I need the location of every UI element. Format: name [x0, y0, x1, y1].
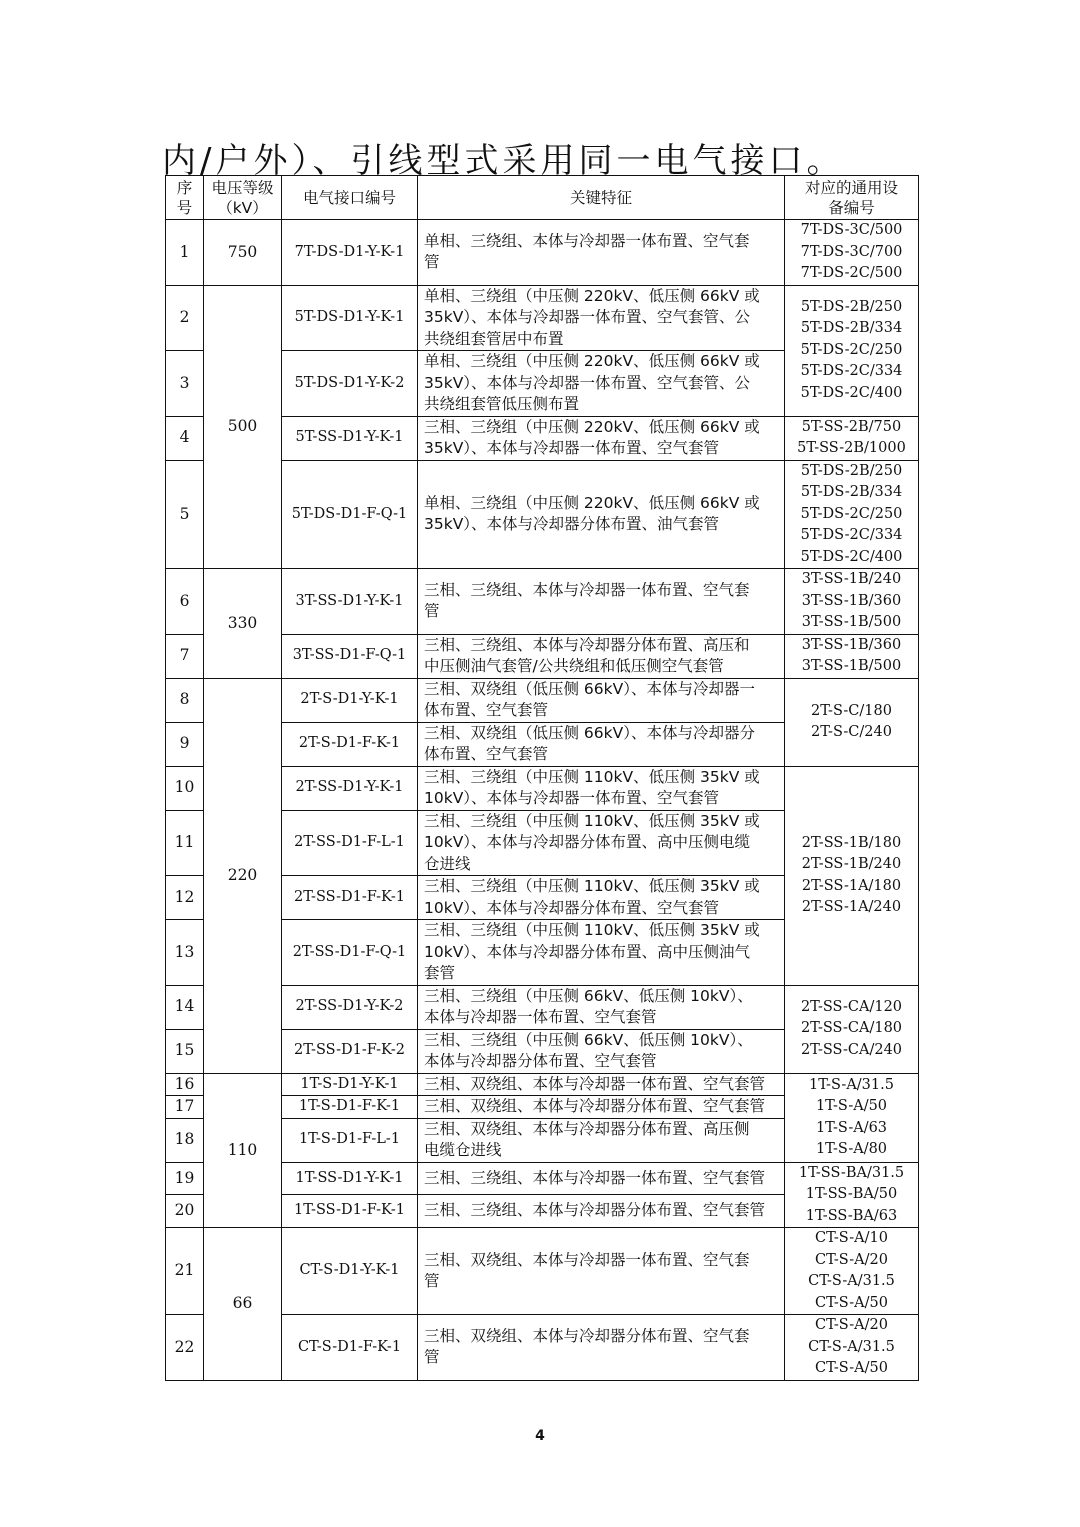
feature-line: 电缆仓进线 — [424, 1141, 502, 1159]
seq-cell: 15 — [166, 1029, 204, 1073]
header-device-line: 对应的通用设 — [804, 178, 898, 197]
header-seq — [166, 176, 204, 220]
feature-line: 管 — [424, 602, 440, 621]
seq-cell: 3 — [166, 351, 204, 417]
feature-cell — [418, 285, 785, 351]
device-code-line: CT-S-A/50 — [815, 1360, 888, 1376]
seq-cell: 19 — [166, 1162, 204, 1195]
device-code-line: 5T-DS-2C/334 — [800, 363, 903, 380]
feature-line: 三相、三绕组、本体与冷却器一体布置、空气套管 — [424, 1168, 766, 1187]
device-code-line: 2T-SS-CA/180 — [800, 1020, 903, 1037]
seq-cell: 11 — [166, 810, 204, 876]
table-row — [166, 678, 919, 722]
seq-cell: 17 — [166, 1096, 204, 1119]
feature-line: 本体与冷却器分体布置、空气套管 — [424, 1052, 657, 1070]
feature-line: 三相、双绕组、本体与冷却器分体布置、空气套 — [424, 1326, 750, 1345]
feature-line: 体布置、空气套管 — [424, 745, 549, 763]
feature-cell — [418, 876, 785, 920]
interface-code-cell: 5T-DS-D1-Y-K-1 — [282, 285, 418, 351]
device-code-cell — [785, 416, 919, 460]
device-code-line: 1T-S-A/50 — [815, 1098, 888, 1114]
feature-cell — [418, 1315, 785, 1381]
seq-cell: 4 — [166, 416, 204, 460]
feature-line: 三相、双绕组、本体与冷却器分体布置、空气套管 — [424, 1097, 766, 1115]
feature-cell — [418, 351, 785, 417]
table-row — [166, 569, 919, 635]
feature-cell — [418, 460, 785, 569]
interface-code-cell: 2T-SS-D1-F-Q-1 — [282, 920, 418, 986]
seq-cell: 13 — [166, 920, 204, 986]
device-code-cell — [785, 985, 919, 1073]
interface-code-cell: 5T-DS-D1-F-Q-1 — [282, 460, 418, 569]
seq-cell: 7 — [166, 634, 204, 678]
device-code-line: 2T-SS-1B/240 — [801, 856, 902, 872]
feature-line: 三相、双绕组（低压侧 66kV）、本体与冷却器分 — [424, 723, 755, 742]
feature-line: 本体与冷却器一体布置、空气套管 — [424, 1008, 657, 1026]
device-code-line: CT-S-A/31.5 — [808, 1338, 895, 1355]
seq-cell: 2 — [166, 285, 204, 351]
feature-cell — [418, 416, 785, 460]
feature-line: 三相、双绕组、本体与冷却器一体布置、空气套 — [424, 1250, 750, 1269]
feature-line: 共绕组套管低压侧布置 — [424, 395, 580, 413]
device-code-line: 5T-DS-2C/334 — [800, 527, 903, 543]
feature-line: 单相、三绕组（中压侧 220kV、低压侧 66kV 或 — [424, 286, 760, 305]
feature-line: 35kV）、本体与冷却器一体布置、空气套管 — [424, 439, 720, 457]
feature-line: 三相、双绕组、本体与冷却器分体布置、高压侧 — [424, 1119, 750, 1138]
feature-line: 三相、三绕组（中压侧 110kV、低压侧 35kV 或 — [424, 877, 760, 895]
feature-cell — [418, 985, 785, 1029]
device-code-line: CT-S-A/20 — [815, 1251, 888, 1268]
device-code-cell — [785, 1228, 919, 1315]
feature-cell — [418, 722, 785, 766]
feature-line: 三相、三绕组、本体与冷却器分体布置、空气套管 — [424, 1201, 766, 1220]
feature-line: 三相、三绕组（中压侧 110kV、低压侧 35kV 或 — [424, 921, 760, 939]
seq-cell: 18 — [166, 1118, 204, 1162]
device-code-line: 2T-S-C/240 — [811, 724, 892, 740]
feature-line: 35kV）、本体与冷却器一体布置、空气套管、公 — [424, 308, 751, 326]
voltage-cell: 66 — [204, 1228, 282, 1381]
feature-cell — [418, 810, 785, 876]
feature-line: 中压侧油气套管/公共绕组和低压侧空气套管 — [424, 657, 724, 675]
interface-code-cell: 2T-SS-D1-Y-K-1 — [282, 766, 418, 810]
interface-code-cell: 3T-SS-D1-Y-K-1 — [282, 569, 418, 635]
header-seq-line: 号 — [176, 198, 193, 217]
header-key-feature: 关键特征 — [418, 176, 785, 220]
device-code-line: 5T-DS-2C/400 — [800, 548, 903, 565]
device-code-cell — [785, 634, 919, 678]
device-code-line: CT-S-A/31.5 — [808, 1273, 895, 1289]
voltage-cell: 500 — [204, 285, 282, 569]
feature-line: 10kV）、本体与冷却器分体布置、高中压侧油气 — [424, 942, 751, 961]
device-code-line: 5T-DS-2B/250 — [800, 298, 903, 315]
device-code-line: 1T-S-A/63 — [815, 1119, 888, 1136]
device-code-line: 2T-S-C/180 — [811, 702, 892, 719]
header-voltage-line: （kV） — [217, 198, 268, 217]
interface-code-cell: CT-S-D1-Y-K-1 — [282, 1228, 418, 1315]
device-code-line: 5T-DS-2C/250 — [800, 505, 903, 522]
feature-cell — [418, 1096, 785, 1119]
device-code-line: 2T-SS-1B/180 — [801, 834, 902, 851]
device-code-line: 5T-DS-2B/250 — [800, 462, 903, 479]
feature-line: 单相、三绕组（中压侧 220kV、低压侧 66kV 或 — [424, 493, 760, 512]
device-code-cell — [785, 766, 919, 985]
device-code-line: 1T-S-A/80 — [815, 1141, 888, 1157]
interface-code-cell: 2T-SS-D1-F-K-1 — [282, 876, 418, 920]
seq-cell: 14 — [166, 985, 204, 1029]
device-code-line: 5T-DS-2C/400 — [800, 384, 903, 401]
feature-line: 10kV）、本体与冷却器分体布置、高中压侧电缆 — [424, 833, 751, 851]
lead-text: 内/户外）、引线型式采用同一电气接口。 — [162, 141, 845, 181]
device-code-line: 5T-DS-2B/334 — [800, 484, 903, 500]
device-code-cell — [785, 678, 919, 766]
device-code-line: 1T-S-A/31.5 — [809, 1076, 894, 1093]
device-code-line: CT-S-A/10 — [815, 1230, 888, 1246]
feature-cell — [418, 1228, 785, 1315]
interface-code-cell: 5T-DS-D1-Y-K-2 — [282, 351, 418, 417]
feature-cell — [418, 1118, 785, 1162]
device-code-line: CT-S-A/50 — [815, 1294, 888, 1311]
seq-cell: 5 — [166, 460, 204, 569]
feature-line: 三相、三绕组、本体与冷却器一体布置、空气套 — [424, 580, 750, 599]
interface-code-cell: 1T-S-D1-Y-K-1 — [282, 1073, 418, 1096]
interface-code-cell: 1T-SS-D1-F-K-1 — [282, 1195, 418, 1228]
feature-line: 仓进线 — [424, 854, 471, 873]
device-code-cell — [785, 1315, 919, 1381]
seq-cell: 6 — [166, 569, 204, 635]
feature-line: 共绕组套管居中布置 — [424, 329, 564, 348]
feature-cell — [418, 220, 785, 286]
interface-code-cell: 2T-S-D1-F-K-1 — [282, 722, 418, 766]
interface-code-cell: 2T-SS-D1-Y-K-2 — [282, 985, 418, 1029]
feature-cell — [418, 1073, 785, 1096]
feature-line: 10kV）、本体与冷却器分体布置、空气套管 — [424, 898, 720, 917]
table-header-row — [166, 176, 919, 220]
device-code-line: 7T-DS-3C/700 — [800, 243, 903, 260]
interface-code-cell: 2T-SS-D1-F-L-1 — [282, 810, 418, 876]
device-code-cell — [785, 1162, 919, 1228]
feature-cell — [418, 766, 785, 810]
device-code-line: 1T-SS-BA/50 — [805, 1186, 898, 1202]
feature-line: 35kV）、本体与冷却器分体布置、油气套管 — [424, 515, 720, 534]
feature-line: 三相、双绕组、本体与冷却器一体布置、空气套管 — [424, 1074, 766, 1093]
device-code-line: 3T-SS-1B/500 — [801, 614, 902, 630]
device-code-line: 7T-DS-3C/500 — [800, 222, 903, 238]
device-code-cell — [785, 460, 919, 569]
page-number: 4 — [535, 1428, 545, 1444]
voltage-cell: 220 — [204, 678, 282, 1073]
header-device-line: 备编号 — [828, 198, 875, 217]
header-device-code — [785, 176, 919, 220]
interface-code-cell: 1T-SS-D1-Y-K-1 — [282, 1162, 418, 1195]
feature-line: 套管 — [424, 964, 456, 982]
voltage-cell: 330 — [204, 569, 282, 679]
device-code-line: 3T-SS-1B/360 — [801, 592, 902, 609]
feature-line: 管 — [424, 253, 440, 272]
interface-code-cell: 7T-DS-D1-Y-K-1 — [282, 220, 418, 286]
interface-code-cell: 1T-S-D1-F-L-1 — [282, 1118, 418, 1162]
interface-code-cell: 2T-S-D1-Y-K-1 — [282, 678, 418, 722]
feature-line: 单相、三绕组、本体与冷却器一体布置、空气套 — [424, 231, 750, 250]
feature-line: 三相、三绕组（中压侧 66kV、低压侧 10kV）、 — [424, 986, 753, 1005]
interface-code-cell: 1T-S-D1-F-K-1 — [282, 1096, 418, 1119]
device-code-cell — [785, 220, 919, 286]
interface-code-cell: 2T-SS-D1-F-K-2 — [282, 1029, 418, 1073]
table-row — [166, 220, 919, 286]
feature-line: 10kV）、本体与冷却器一体布置、空气套管 — [424, 789, 720, 807]
device-code-line: 3T-SS-1B/500 — [801, 658, 902, 674]
seq-cell: 22 — [166, 1315, 204, 1381]
device-code-line: 2T-SS-1A/240 — [801, 899, 902, 915]
interface-code-cell: 3T-SS-D1-F-Q-1 — [282, 634, 418, 678]
feature-line: 三相、三绕组（中压侧 110kV、低压侧 35kV 或 — [424, 811, 760, 830]
header-seq-line: 序 — [176, 178, 193, 197]
table-row — [166, 1073, 919, 1096]
feature-cell — [418, 920, 785, 986]
feature-cell — [418, 1029, 785, 1073]
interface-code-cell: CT-S-D1-F-K-1 — [282, 1315, 418, 1381]
feature-cell — [418, 569, 785, 635]
header-voltage — [204, 176, 282, 220]
device-code-line: 2T-SS-CA/120 — [800, 998, 903, 1015]
device-code-line: 1T-SS-BA/31.5 — [798, 1164, 905, 1181]
seq-cell: 8 — [166, 678, 204, 722]
device-code-line: 2T-SS-CA/240 — [800, 1041, 903, 1058]
feature-line: 三相、双绕组（低压侧 66kV）、本体与冷却器一 — [424, 679, 755, 698]
feature-line: 三相、三绕组（中压侧 110kV、低压侧 35kV 或 — [424, 767, 760, 786]
seq-cell: 21 — [166, 1228, 204, 1315]
device-code-line: 3T-SS-1B/360 — [801, 636, 902, 653]
header-interface-code: 电气接口编号 — [282, 176, 418, 220]
feature-line: 单相、三绕组（中压侧 220kV、低压侧 66kV 或 — [424, 352, 760, 370]
feature-cell — [418, 1195, 785, 1228]
seq-cell: 1 — [166, 220, 204, 286]
device-code-cell — [785, 285, 919, 416]
device-code-line: CT-S-A/20 — [815, 1317, 888, 1333]
seq-cell: 16 — [166, 1073, 204, 1096]
device-code-line: 3T-SS-1B/240 — [801, 571, 902, 587]
device-code-line: 2T-SS-1A/180 — [801, 877, 902, 894]
feature-line: 三相、三绕组（中压侧 220kV、低压侧 66kV 或 — [424, 417, 760, 436]
table-row — [166, 1228, 919, 1315]
interface-table-body — [166, 176, 919, 1381]
seq-cell: 20 — [166, 1195, 204, 1228]
interface-table — [165, 175, 919, 1381]
feature-line: 三相、三绕组（中压侧 66kV、低压侧 10kV）、 — [424, 1030, 753, 1049]
device-code-line: 5T-DS-2C/250 — [800, 341, 903, 358]
device-code-line: 5T-DS-2B/334 — [800, 320, 903, 337]
feature-line: 管 — [424, 1272, 440, 1290]
header-voltage-line: 电压等级 — [211, 178, 274, 197]
device-code-line: 5T-SS-2B/750 — [801, 418, 902, 435]
feature-line: 三相、三绕组、本体与冷却器分体布置、高压和 — [424, 635, 750, 654]
feature-cell — [418, 678, 785, 722]
seq-cell: 12 — [166, 876, 204, 920]
voltage-cell: 110 — [204, 1073, 282, 1228]
table-row — [166, 285, 919, 351]
seq-cell: 9 — [166, 722, 204, 766]
feature-line: 管 — [424, 1348, 440, 1367]
feature-line: 体布置、空气套管 — [424, 701, 549, 719]
device-code-cell — [785, 569, 919, 635]
interface-code-cell: 5T-SS-D1-Y-K-1 — [282, 416, 418, 460]
device-code-line: 7T-DS-2C/500 — [800, 265, 903, 281]
feature-cell — [418, 634, 785, 678]
device-code-cell — [785, 1073, 919, 1162]
feature-line: 35kV）、本体与冷却器一体布置、空气套管、公 — [424, 373, 751, 392]
voltage-cell: 750 — [204, 220, 282, 286]
feature-cell — [418, 1162, 785, 1195]
device-code-line: 1T-SS-BA/63 — [805, 1207, 898, 1224]
device-code-line: 5T-SS-2B/1000 — [797, 440, 906, 456]
seq-cell: 10 — [166, 766, 204, 810]
